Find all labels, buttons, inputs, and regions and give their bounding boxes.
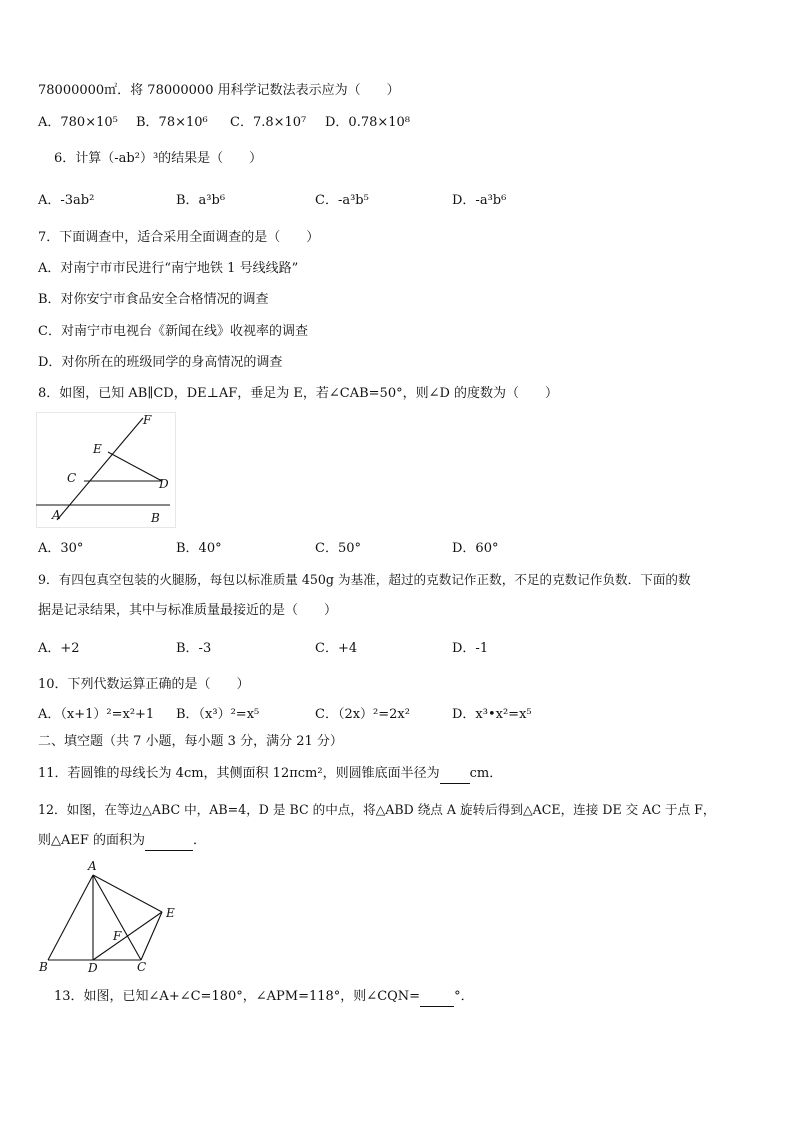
q8-stem: 8．如图，已知 AB∥CD，DE⊥AF，垂足为 E，若∠CAB=50°，则∠D 的度数为（ ） — [38, 386, 559, 401]
q12-stem-line2 — [38, 832, 206, 851]
q10-option-c: C．（2x）²=2x² — [315, 707, 410, 722]
q8-label-a: A — [52, 508, 61, 522]
q12-stem-before: 则△AEF 的面积为 — [38, 833, 146, 848]
q13-answer-blank[interactable] — [420, 988, 454, 1007]
q6-option-d: D．-a³b⁶ — [452, 193, 507, 208]
q12-figure — [34, 858, 184, 976]
q9-stem-line1: 9．有四包真空包装的火腿肠，每包以标准质量 450g 为基准，超过的克数记作正数，不足的克数记作负数．下面的数 — [38, 572, 691, 587]
q8-option-b: B．40° — [176, 541, 222, 556]
q7-option-c: C．对南宁市电视台《新闻在线》收视率的调查 — [38, 324, 308, 339]
q12-label-e: E — [166, 906, 175, 920]
section-2-heading: 二、填空题（共 7 小题，每小题 3 分，满分 21 分） — [38, 734, 343, 749]
q10-option-d: D．x³•x²=x⁵ — [452, 707, 532, 722]
q6-option-b: B．a³b⁶ — [176, 193, 226, 208]
q12-label-b: B — [39, 960, 48, 974]
q8-option-d: D．60° — [452, 541, 499, 556]
q7-option-a: A．对南宁市市民进行“南宁地铁 1 号线线路” — [38, 261, 299, 276]
q10-stem: 10．下列代数运算正确的是（ ） — [38, 677, 250, 692]
q9-option-c: C．+4 — [315, 641, 358, 656]
q10-option-b: B．（x³）²=x⁵ — [176, 707, 260, 722]
q9-option-d: D．-1 — [452, 641, 489, 656]
q5-option-c: C．7.8×10⁷ — [230, 115, 307, 130]
q12-answer-blank[interactable] — [145, 832, 193, 851]
q7-option-b: B．对你安宁市食品安全合格情况的调查 — [38, 292, 269, 307]
q8-option-c: C．50° — [315, 541, 361, 556]
q12-stem-after: ． — [193, 833, 207, 848]
q8-label-c: C — [67, 471, 77, 485]
q13-stem — [54, 988, 474, 1007]
q12-stem-line1: 12．如图，在等边△ABC 中，AB=4，D 是 BC 的中点，将△ABD 绕点 A 旋转后得到△ACE，连接 DE 交 AC 于点 F， — [38, 802, 716, 817]
q12-label-f: F — [113, 929, 122, 943]
q5-option-a: A．780×10⁵ — [38, 115, 118, 130]
q13-stem-after: °． — [454, 989, 474, 1004]
q8-label-d: D — [159, 477, 169, 491]
q8-option-a: A．30° — [38, 541, 84, 556]
q11-answer-blank[interactable] — [440, 765, 470, 784]
q7-option-d: D．对你所在的班级同学的身高情况的调查 — [38, 355, 283, 370]
q11-stem-after: cm． — [469, 766, 503, 781]
q8-label-e: E — [93, 442, 102, 456]
q7-stem: 7．下面调查中，适合采用全面调查的是（ ） — [38, 230, 320, 245]
q9-stem-line2: 据是记录结果，其中与标准质量最接近的是（ ） — [38, 603, 338, 618]
q12-label-c: C — [137, 960, 147, 974]
q8-label-f: F — [143, 413, 152, 427]
q12-label-a: A — [88, 859, 97, 873]
q11-stem — [38, 765, 502, 784]
q13-stem-before: 13．如图，已知∠A+∠C=180°，∠APM=118°，则∠CQN= — [54, 989, 421, 1004]
q11-stem-before: 11．若圆锥的母线长为 4cm，其侧面积 12πcm²，则圆锥底面半径为 — [38, 766, 440, 781]
q5-option-b: B．78×10⁶ — [136, 115, 208, 130]
q8-figure — [36, 412, 176, 528]
q8-label-b: B — [151, 511, 160, 525]
q6-option-c: C．-a³b⁵ — [315, 193, 369, 208]
q5-option-d: D．0.78×10⁸ — [325, 115, 411, 130]
q12-label-d: D — [88, 961, 98, 975]
q12-geometry-diagram — [34, 858, 184, 976]
q6-option-a: A．-3ab² — [38, 193, 95, 208]
q9-option-a: A．+2 — [38, 641, 80, 656]
q9-option-b: B．-3 — [176, 641, 212, 656]
q6-stem: 6．计算（-ab²）³的结果是（ ） — [54, 151, 263, 166]
q5-stem: 78000000㎡．将 78000000 用科学记数法表示应为（ ） — [38, 83, 400, 98]
q10-option-a: A．（x+1）²=x²+1 — [38, 707, 155, 722]
q8-geometry-diagram — [36, 412, 176, 528]
